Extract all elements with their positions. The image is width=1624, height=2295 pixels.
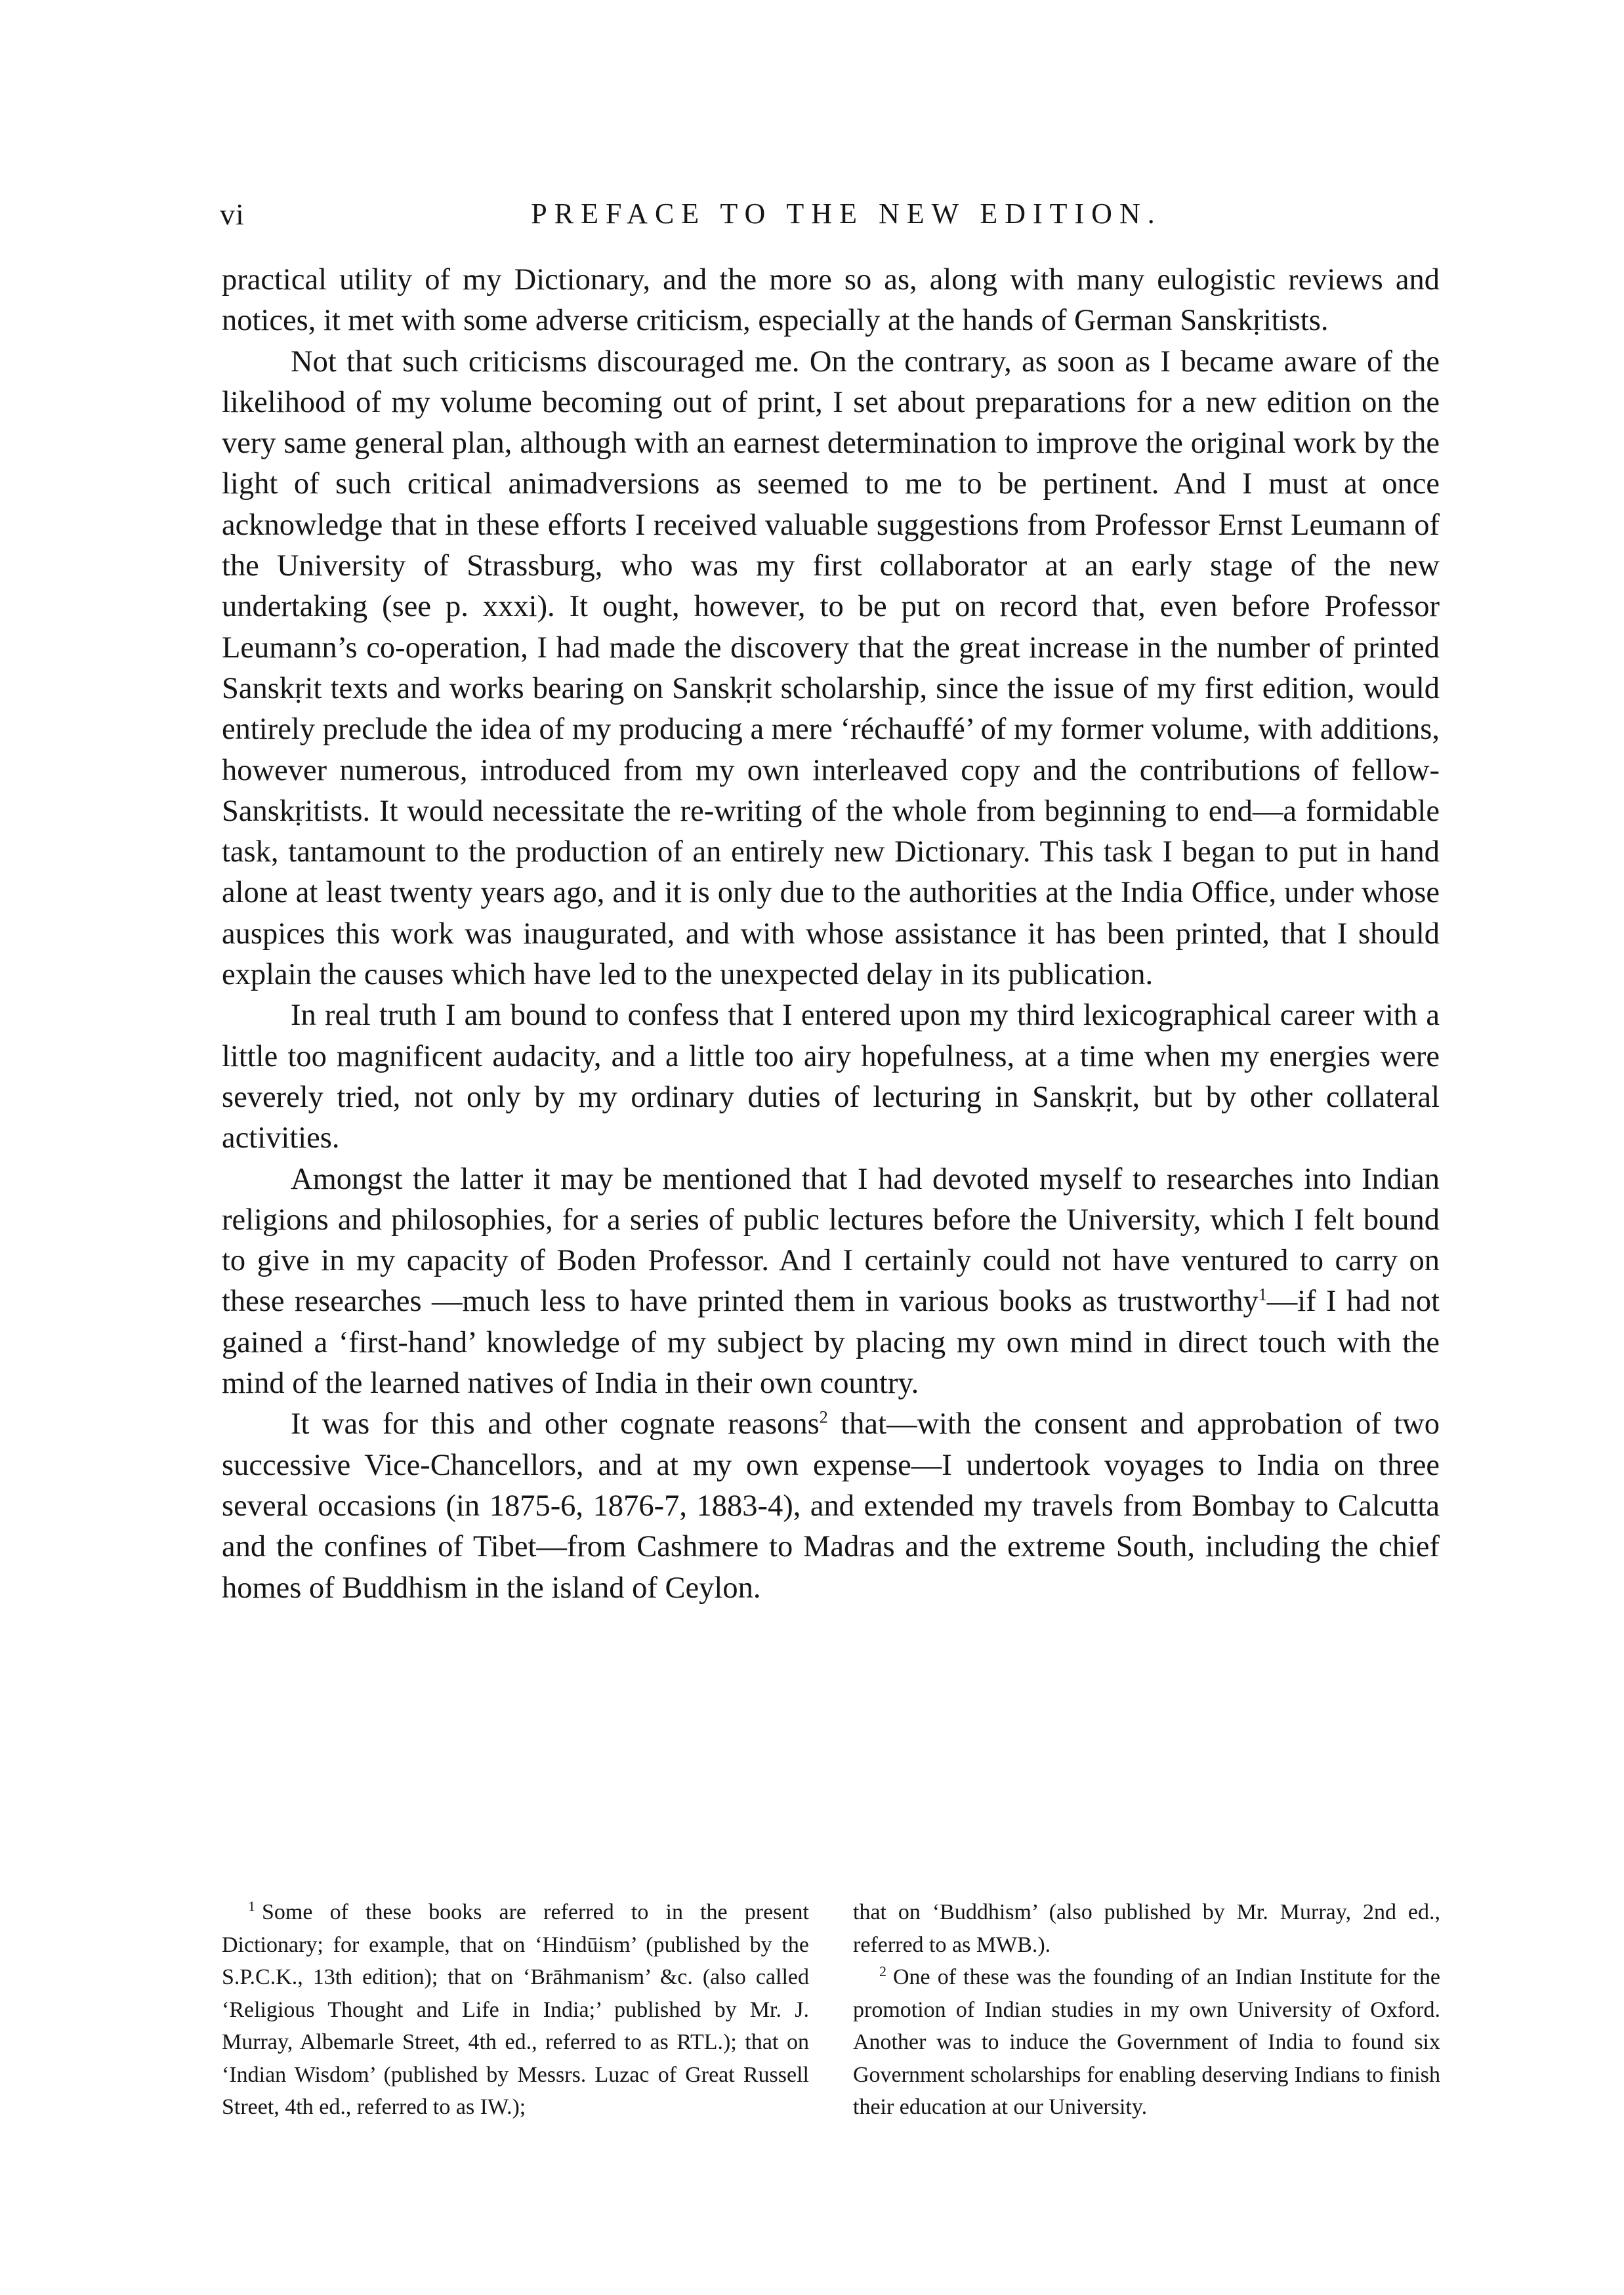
- paragraph-5-text-a: It was for this and other cognate reasons: [291, 1407, 820, 1441]
- main-text: [222, 260, 1440, 1609]
- footnote-column-left: [222, 1896, 809, 2124]
- footnote-ref-1: 1: [1258, 1285, 1267, 1304]
- footnote-1-text: Some of these books are referred to in the present Dictionary; for example, that on ‘Hindūism’ (published by the S.P.C.K., 13th edition); that on ‘Brāhmanism’ &c. (also called ‘Religious Thought and Life in India;’ published by Mr. J. Murray, Albemarle Street, 4th ed., referred to as RTL.); that on ‘Indian Wisdom’ (published by Messrs. Luzac of Great Russell Street, 4th ed., referred to as IW.);: [222, 1900, 809, 2119]
- footnote-2-text: One of these was the founding of an Indian Institute for the promotion of Indian studies in my own University of Oxford. Another was to induce the Government of India to found six Government scholarships for enabling deserving Indians to finish their education at our University.: [853, 1965, 1440, 2119]
- footnote-column-right: [853, 1896, 1440, 2124]
- running-title: PREFACE TO THE NEW EDITION.: [531, 197, 1162, 230]
- running-head: [220, 197, 1440, 243]
- footnote-2: [853, 1961, 1440, 2124]
- paragraph-4-text-a: Amongst the latter it may be mentioned that I had devoted myself to researches into Indian religions and philosophies, for a series of public lectures before the University, which I felt bound to give in my capacity of Boden Professor. And I certainly could not have ventured to carry on these researches —much less to have printed them in various books as trustworthy: [222, 1162, 1440, 1319]
- paragraph-2: Not that such criticisms discouraged me. On the contrary, as soon as I became aware of the likelihood of my volume becoming out of print, I set about preparations for a new edition on the very same general plan, although with an earnest determination to improve the original work by the light of such critical animadversions as seemed to me to be pertinent. And I must at once acknowledge that in these efforts I received valuable suggestions from Professor Ernst Leumann of the University of Strassburg, who was my first collaborator at an early stage of the new undertaking (see p. xxxi). It ought, however, to be put on record that, even before Professor Leumann’s co-operation, I had made the discovery that the great increase in the number of printed Sanskṛit texts and works bearing on Sanskṛit scholarship, since the issue of my first edition, would entirely preclude the idea of my producing a mere ‘réchauffé’ of my former volume, with additions, however numerous, introduced from my own interleaved copy and the contributions of fellow-Sanskṛitists. It would necessitate the re-writing of the whole from beginning to end—a formidable task, tantamount to the production of an entirely new Dictionary. This task I began to put in hand alone at least twenty years ago, and it is only due to the authorities at the India Office, under whose auspices this work was inaugurated, and with whose assistance it has been printed, that I should explain the causes which have led to the unexpected delay in its publication.: [222, 344, 1440, 992]
- page-number: vi: [220, 197, 245, 231]
- paragraph-5: [222, 1404, 1440, 1608]
- footnote-1-mark: 1: [248, 1897, 255, 1914]
- paragraph-5-text-b: that—with the consent and approbation of two successive Vice-Chancellors, and at my own expense—I undertook voyages to India on three several occasions (in 1875-6, 1876-7, 1883-4), and extended my travels from Bombay to Calcutta and the confines of Tibet—from Cashmere to Madras and the extreme South, including the chief homes of Buddhism in the island of Ceylon.: [222, 1407, 1440, 1605]
- paragraph-4-text-b: —if I had not gained a ‘first-hand’ knowledge of my subject by placing my own mind in direct touch with the mind of the learned natives of India in their own country.: [222, 1285, 1440, 1401]
- footnote-1: [222, 1896, 809, 2124]
- footnote-1-continued: that on ‘Buddhism’ (also published by Mr. Murray, 2nd ed., referred to as MWB.).: [853, 1900, 1440, 1957]
- paragraph-1: practical utility of my Dictionary, and the more so as, along with many eulogistic reviews and notices, it met with some adverse criticism, especially at the hands of German Sanskṛitists.: [222, 263, 1440, 338]
- footnote-2-mark: 2: [879, 1962, 886, 1979]
- footnote-ref-2: 2: [819, 1407, 828, 1427]
- paragraph-3: In real truth I am bound to confess that I entered upon my third lexicographical career with a little too magnificent audacity, and a little too airy hopefulness, at a time when my energies were severely tried, not only by my ordinary duties of lecturing in Sanskṛit, but by other collateral activities.: [222, 999, 1440, 1155]
- paragraph-4: [222, 1159, 1440, 1405]
